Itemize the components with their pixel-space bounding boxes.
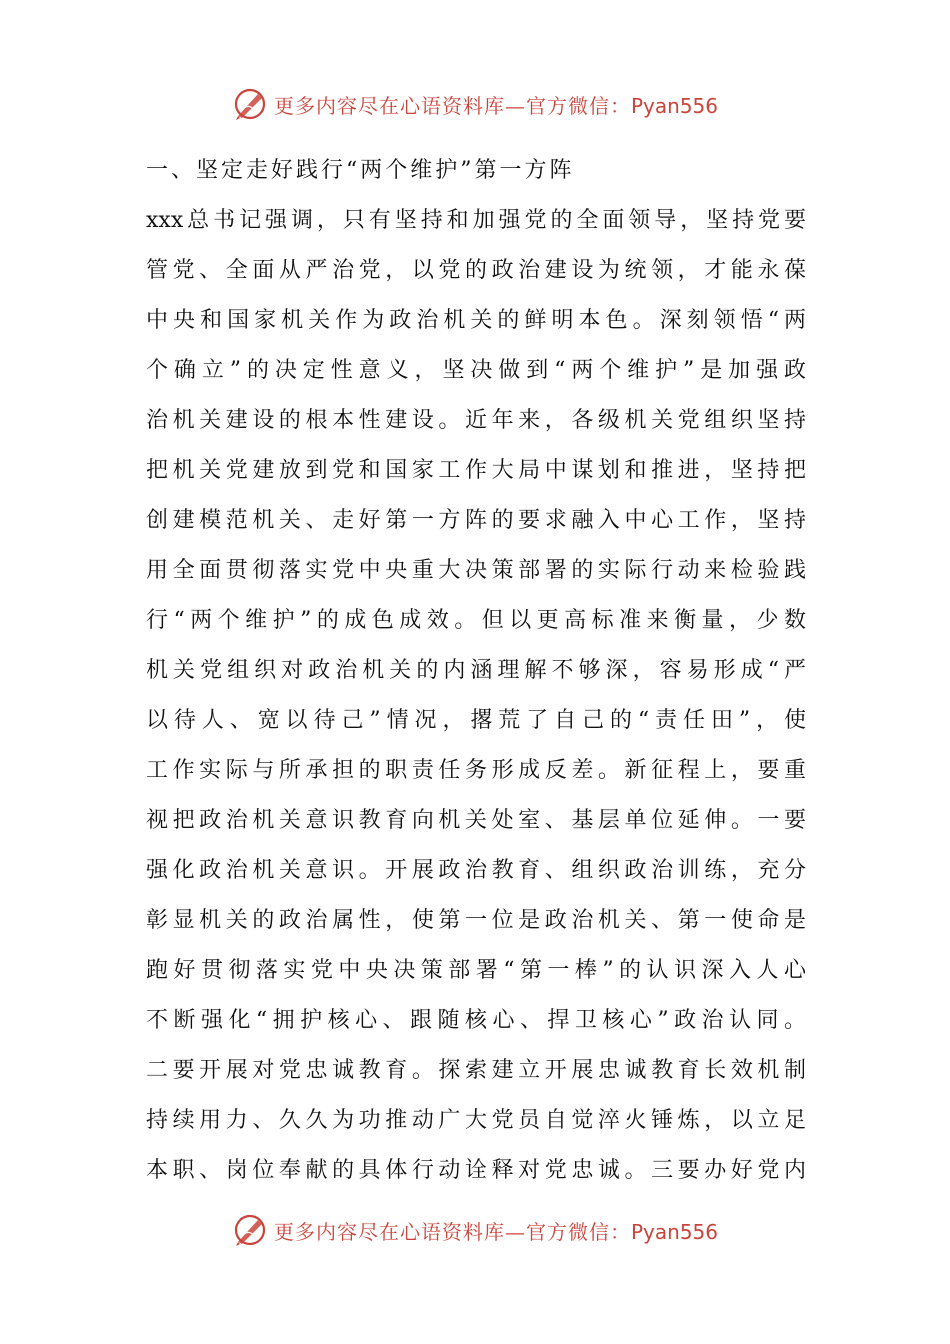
text-line: 持续用力、久久为功推动广大党员自觉淬火锤炼，以立足 bbox=[146, 1108, 806, 1133]
document-body bbox=[146, 146, 806, 1196]
footer-banner-text bbox=[274, 1216, 718, 1245]
text-line: 以待人、宽以待己”情况，撂荒了自己的“责任田”，使 bbox=[146, 708, 806, 733]
text-line: 个确立”的决定性意义，坚决做到“两个维护”是加强政 bbox=[146, 358, 806, 383]
text-line: 创建模范机关、走好第一方阵的要求融入中心工作，坚持 bbox=[146, 508, 806, 533]
text-line: 用全面贯彻落实党中央重大决策部署的实际行动来检验践 bbox=[146, 558, 806, 583]
footer-banner bbox=[0, 1210, 950, 1250]
text-line: 把机关党建放到党和国家工作大局中谋划和推进，坚持把 bbox=[146, 458, 806, 483]
pen-logo-icon bbox=[232, 86, 268, 122]
text-line: 治机关建设的根本性建设。近年来，各级机关党组织坚持 bbox=[146, 408, 806, 433]
text-line: 行“两个维护”的成色成效。但以更高标准来衡量，少数 bbox=[146, 608, 806, 633]
text-line: 本职、岗位奉献的具体行动诠释对党忠诚。三要办好党内 bbox=[146, 1158, 806, 1183]
text-line: 不断强化“拥护核心、跟随核心、捍卫核心”政治认同。 bbox=[146, 1008, 806, 1033]
text-line: 机关党组织对政治机关的内涵理解不够深，容易形成“严 bbox=[146, 658, 806, 683]
header-banner-text bbox=[274, 90, 718, 119]
header-banner bbox=[0, 84, 950, 124]
text-line: 管党、全面从严治党，以党的政治建设为统领，才能永葆 bbox=[146, 258, 806, 283]
text-line: 工作实际与所承担的职责任务形成反差。新征程上，要重 bbox=[146, 758, 806, 783]
header-wechat-id: Pyan556 bbox=[630, 93, 718, 118]
text-line: 二要开展对党忠诚教育。探索建立开展忠诚教育长效机制 bbox=[146, 1058, 806, 1083]
section-heading: 一、坚定走好践行“两个维护”第一方阵 bbox=[146, 158, 575, 183]
pen-logo-icon bbox=[232, 1212, 268, 1248]
text-line: xxx总书记强调，只有坚持和加强党的全面领导，坚持党要 bbox=[146, 208, 806, 233]
text-line: 彰显机关的政治属性，使第一位是政治机关、第一使命是 bbox=[146, 908, 806, 933]
text-line: 强化政治机关意识。开展政治教育、组织政治训练，充分 bbox=[146, 858, 806, 883]
text-line: 跑好贯彻落实党中央决策部署“第一棒”的认识深入人心 bbox=[146, 958, 806, 983]
footer-wechat-id: Pyan556 bbox=[630, 1219, 718, 1244]
footer-banner-label: 更多内容尽在心语资料库—官方微信： bbox=[273, 1219, 631, 1244]
paragraph bbox=[146, 196, 806, 1196]
text-line: 中央和国家机关作为政治机关的鲜明本色。深刻领悟“两 bbox=[146, 308, 806, 333]
text-line: 视把政治机关意识教育向机关处室、基层单位延伸。一要 bbox=[146, 808, 806, 833]
header-banner-label: 更多内容尽在心语资料库—官方微信： bbox=[273, 93, 631, 118]
